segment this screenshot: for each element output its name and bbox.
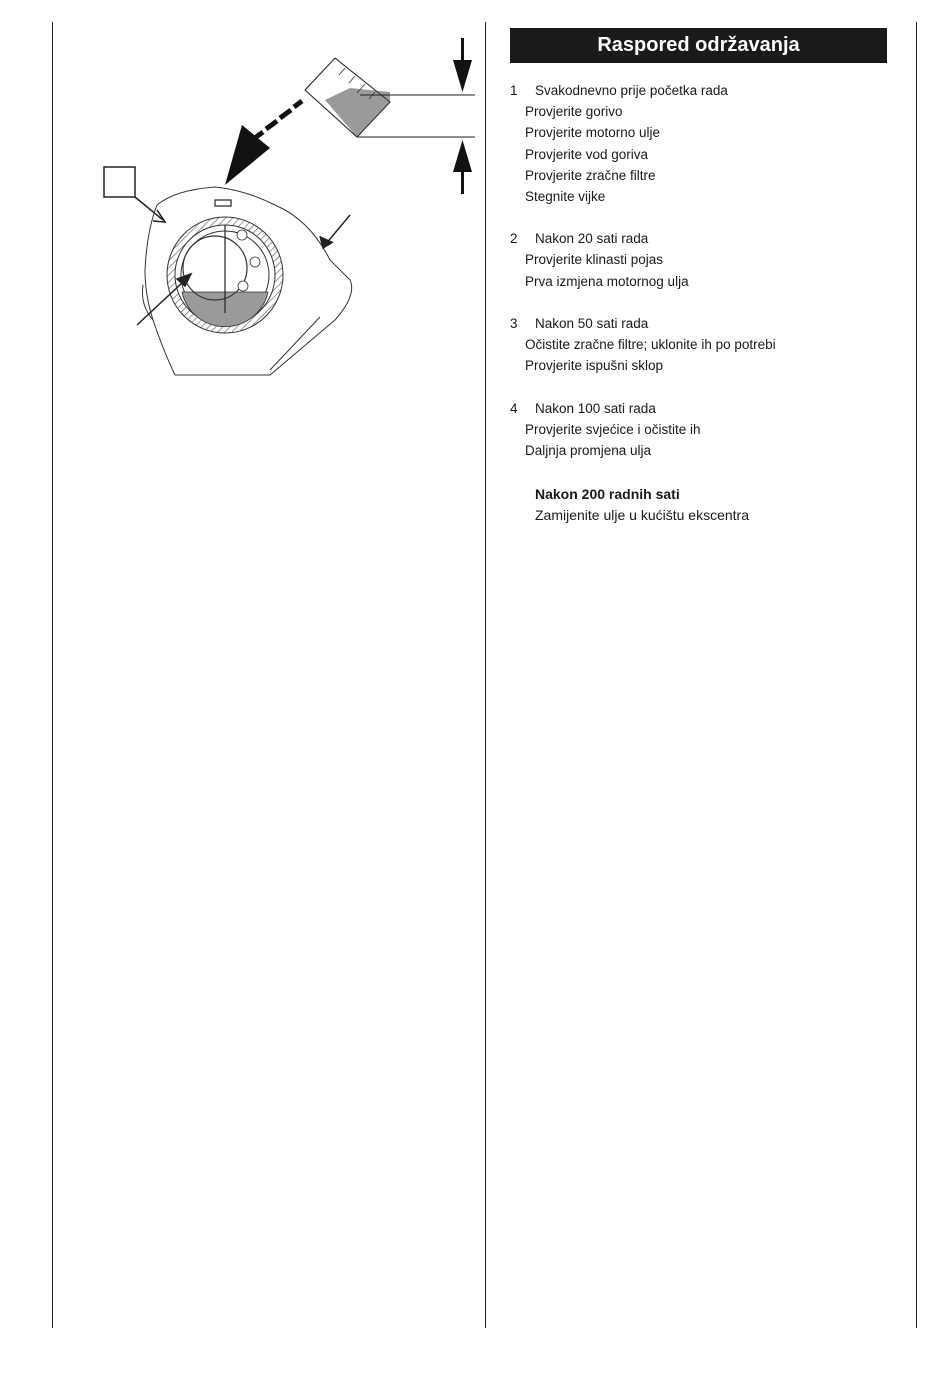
task-item: Provjerite klinasti pojas — [525, 252, 664, 268]
callout-box — [104, 167, 135, 197]
maintenance-schedule — [510, 80, 910, 482]
section-number: 3 — [510, 316, 518, 332]
section-heading: Nakon 50 sati rada — [535, 316, 649, 332]
callout-arrow — [135, 197, 165, 222]
schedule-section — [510, 80, 910, 207]
page-border-left — [52, 22, 53, 1328]
task-item: Provjerite svjećice i očistite ih — [525, 421, 701, 437]
task-item: Stegnite vijke — [525, 189, 606, 205]
pointer-arrow — [320, 215, 350, 248]
level-arrow-up — [453, 140, 472, 194]
section-number: 2 — [510, 231, 518, 247]
page-border-right — [916, 22, 917, 1328]
section-number: 1 — [510, 83, 518, 98]
final-note — [535, 484, 749, 526]
task-item: Provjerite zračne filtre — [525, 167, 656, 183]
schedule-section — [510, 313, 910, 377]
final-heading: Nakon 200 radnih sati — [535, 486, 680, 502]
section-heading: Nakon 20 sati rada — [535, 231, 649, 247]
task-item: Očistite zračne filtre; uklonite ih po potrebi — [525, 337, 776, 353]
schedule-section — [510, 398, 910, 462]
column-divider — [485, 22, 486, 1328]
fill-plug — [215, 200, 231, 206]
section-heading: Nakon 100 sati rada — [535, 400, 656, 416]
measuring-jug-icon — [305, 58, 390, 137]
section-title: Raspored održavanja — [510, 28, 887, 63]
level-arrow-down — [453, 38, 472, 92]
task-item: Prva izmjena motornog ulja — [525, 273, 689, 289]
task-item: Daljnja promjena ulja — [525, 442, 652, 458]
schedule-section — [510, 228, 910, 292]
task-item: Provjerite motorno ulje — [525, 125, 661, 141]
task-item: Provjerite ispušni sklop — [525, 358, 664, 374]
pour-arrow-dashes — [252, 101, 302, 140]
task-item: Provjerite gorivo — [525, 104, 623, 119]
section-number: 4 — [510, 400, 518, 416]
section-heading: Svakodnevno prije početka rada — [535, 83, 728, 98]
oil-fill-illustration — [95, 30, 485, 390]
final-text: Zamijenite ulje u kućištu ekscentra — [535, 507, 749, 523]
task-item: Provjerite vod goriva — [525, 146, 649, 162]
